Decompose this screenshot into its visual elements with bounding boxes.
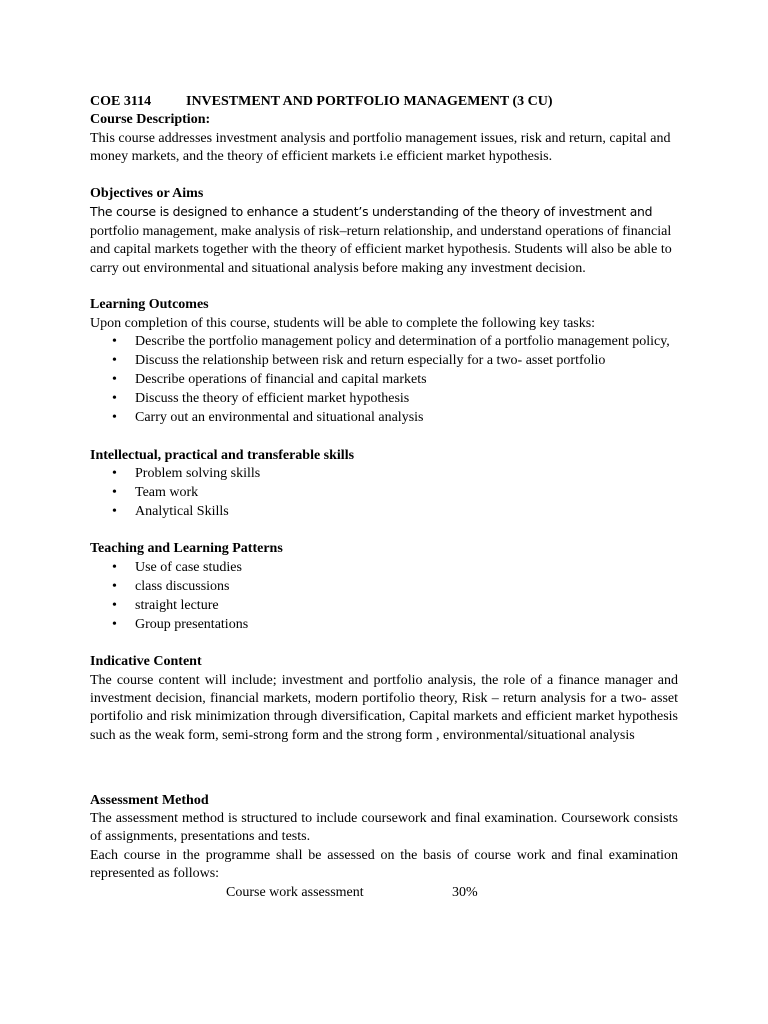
- list-item: • Discuss the relationship between risk and return especially for a two- asset portfolio: [90, 352, 678, 370]
- list-item: • Carry out an environmental and situational analysis: [90, 409, 678, 427]
- course-document: [90, 93, 678, 902]
- assessment-heading: Assessment Method: [90, 792, 209, 808]
- indicative-content-text: The course content will include; investment and portfolio analysis, the role of a finance manager and investment decision, financial markets, modern portifolio theory, Risk – return analysis for a two- asset portifolio and risk minimization through diversification, Capital markets and efficient market hypothesis such as the weak form, semi-strong form and the strong form , environmental/situational analysis: [90, 672, 678, 743]
- objectives-rest: portfolio management, make analysis of risk–return relationship, and understand operations of financial and capital markets together with the theory of efficient market hypothesis. Students will also be able to carry out environmental and situational analysis before making any investment decision.: [90, 223, 672, 276]
- teaching-list: [90, 559, 678, 634]
- list-item: • Analytical Skills: [90, 503, 678, 521]
- assessment-text-2: Each course in the programme shall be assessed on the basis of course work and final examination represented as follows:: [90, 847, 678, 882]
- bullet-icon: •: [112, 485, 117, 501]
- bullet-icon: •: [112, 466, 117, 482]
- bullet-icon: •: [112, 334, 117, 350]
- course-description-heading: Course Description:: [90, 112, 211, 128]
- objectives-text: [90, 203, 678, 278]
- teaching-heading: Teaching and Learning Patterns: [90, 541, 283, 557]
- bullet-icon: •: [112, 504, 117, 520]
- list-item: • Discuss the theory of efficient market hypothesis: [90, 390, 678, 408]
- learning-outcomes-list: [90, 333, 678, 427]
- bullet-icon: •: [112, 578, 117, 594]
- bullet-icon: •: [112, 391, 117, 407]
- list-item: • straight lecture: [90, 597, 678, 615]
- assessment-row-value: 30%: [452, 884, 478, 900]
- list-item: • Problem solving skills: [90, 465, 678, 483]
- course-title-line: [90, 93, 678, 111]
- assessment-row: [90, 884, 678, 902]
- objectives-first-line: The course is designed to enhance a student’s understanding of the theory of investment and: [90, 204, 653, 220]
- bullet-icon: •: [112, 597, 117, 613]
- objectives-heading: Objectives or Aims: [90, 186, 204, 202]
- skills-heading: Intellectual, practical and transferable skills: [90, 447, 355, 463]
- list-item: • Describe operations of financial and capital markets: [90, 371, 678, 389]
- bullet-icon: •: [112, 410, 117, 426]
- assessment-text-1: The assessment method is structured to include coursework and final examination. Coursework consists of assignments, presentations and tests.: [90, 811, 678, 845]
- skills-list: [90, 465, 678, 521]
- assessment-row-label: Course work assessment: [226, 884, 364, 900]
- course-code: COE 3114: [90, 94, 152, 109]
- bullet-icon: •: [112, 616, 117, 632]
- list-item: • Team work: [90, 484, 678, 502]
- bullet-icon: •: [112, 372, 117, 388]
- bullet-icon: •: [112, 559, 117, 575]
- indicative-content-heading: Indicative Content: [90, 654, 202, 670]
- learning-outcomes-heading: Learning Outcomes: [90, 297, 209, 313]
- bullet-icon: •: [112, 353, 117, 369]
- course-description-text: This course addresses investment analysis and portfolio management issues, risk and return, capital and money markets, and the theory of efficient markets i.e efficient market hypothesis.: [90, 130, 671, 165]
- list-item: • Group presentations: [90, 616, 678, 634]
- list-item: • Use of case studies: [90, 559, 678, 577]
- list-item: • Describe the portfolio management policy and determination of a portfolio management policy,: [90, 333, 678, 351]
- learning-outcomes-intro: Upon completion of this course, students will be able to complete the following key tasks:: [90, 315, 596, 331]
- list-item: • class discussions: [90, 578, 678, 596]
- course-title: INVESTMENT AND PORTFOLIO MANAGEMENT (3 CU): [186, 94, 553, 109]
